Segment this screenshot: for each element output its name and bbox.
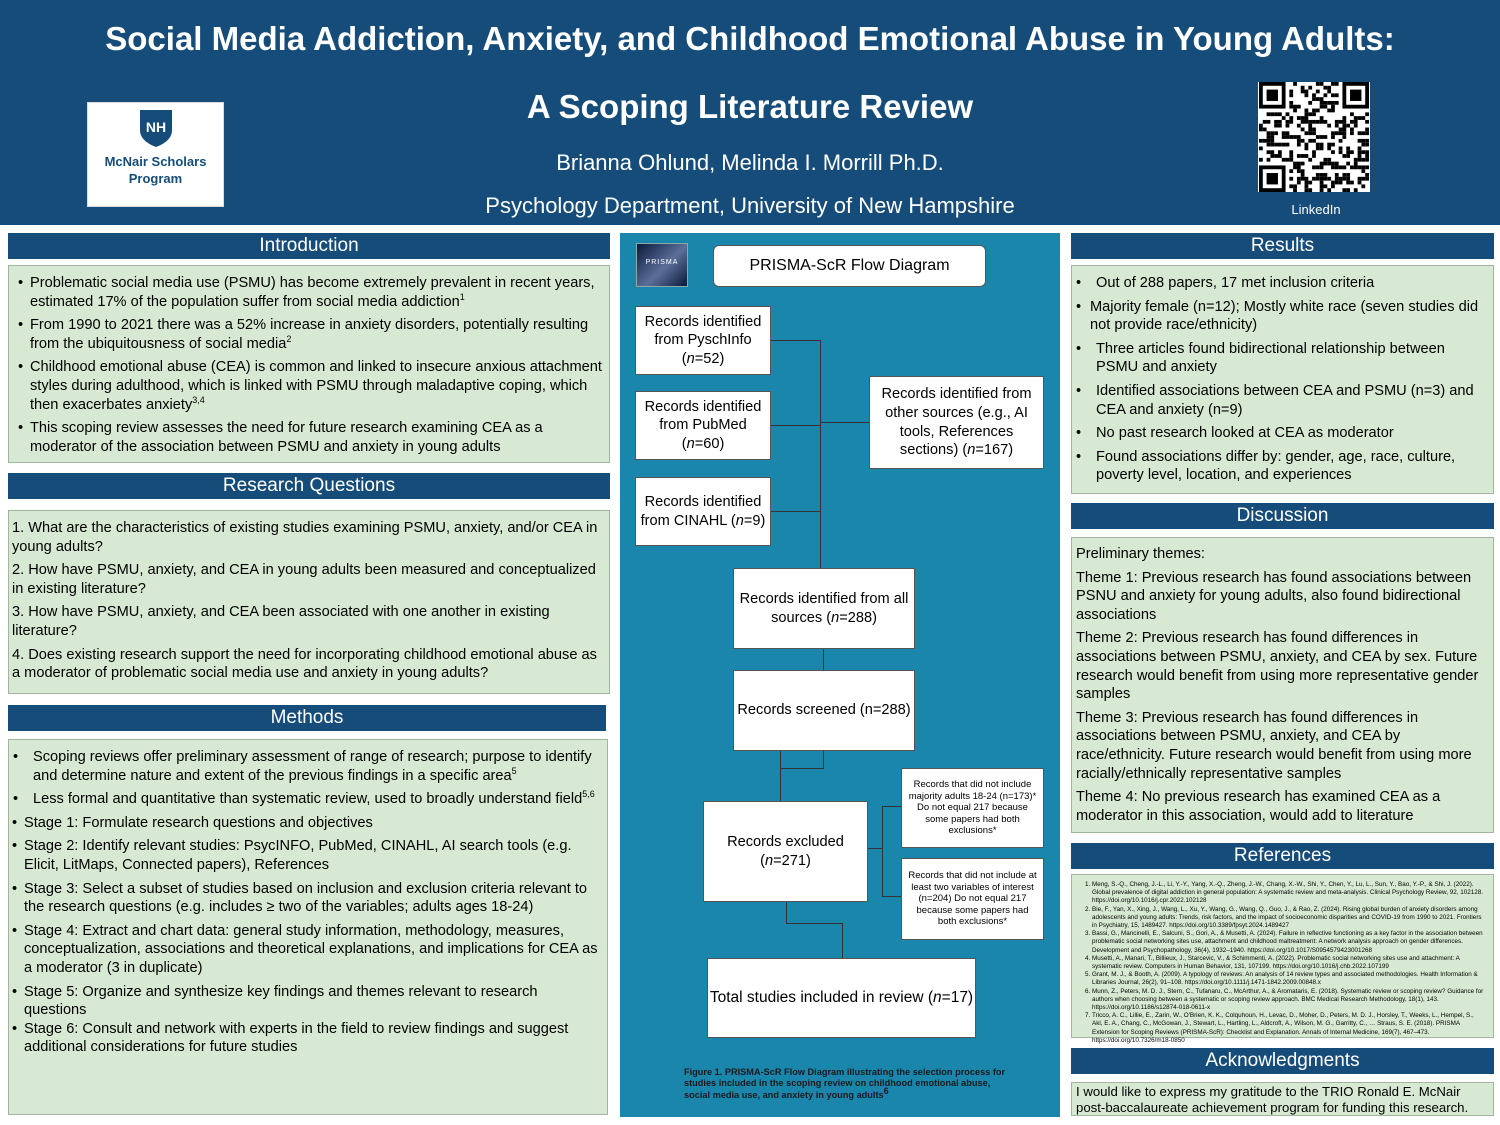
- flow-all-sources-box: Records identified from all sources (n=288): [733, 568, 915, 649]
- connector: [771, 511, 820, 512]
- connector: [820, 340, 821, 568]
- results-item: • Three articles found bidirectional relationship between PSMU and anxiety: [1072, 340, 1487, 377]
- mcnair-logo: [87, 102, 224, 207]
- references-heading: References: [1071, 843, 1494, 869]
- connector: [786, 902, 787, 924]
- flow-excluded-box: Records excluded (n=271): [703, 801, 868, 902]
- research-question: 4. Does existing research support the need for incorporating childhood emotional abuse as a moderator of problematic social media use and anxiety in young adults?: [12, 646, 597, 682]
- research-questions-heading: Research Questions: [8, 473, 610, 499]
- results-item: • Majority female (n=12); Mostly white race (seven studies did not provide race/ethnicity): [1072, 298, 1487, 335]
- connector: [771, 425, 820, 426]
- results-item: • Identified associations between CEA and PSMU (n=3) and CEA and anxiety (n=9): [1072, 382, 1487, 419]
- acknowledgments-text: I would like to express my gratitude to the TRIO Ronald E. McNair post-baccalaureate achievement program for funding this research.: [1076, 1084, 1469, 1115]
- discussion-item: Theme 2: Previous research has found differences in associations between PSMU, anxiety, and CEA by sex. Future research would benefit from using more representative gender samples: [1076, 630, 1479, 703]
- connector: [842, 923, 843, 958]
- connector: [780, 750, 781, 801]
- reference-item: 1. Meng, S.-Q., Cheng, J.-L., Li, Y.-Y., Yang, X.-Q., Zheng, J.-W., Chang, X.-W., Shi, Y., Chen, Y., Lu, L., Sun, Y., Bao, Y.-P., & Shi, J. (2022). Global prevalence of digital addiction in general population: A systematic review and meta-analysis. Clinical Psychology Review, 92, 102128. https://doi.org/10.1016/j.cpr.2022.102128: [1092, 881, 1485, 906]
- reference-item: 3. Bassi, G., Mancinelli, E., Salcuni, S., Gori, A., & Musetti, A. (2024). Failure in reflective functioning as a key factor in the association between problematic social networking sites use, attachment and childhood maltreatment: A network analysis approach on gender differences. Development and Psychopathology, 36(4), 1932–1940. https://doi.org/10.1017/S0954579423001268: [1092, 930, 1485, 955]
- flow-psychinfo-box: Records identified from PyschInfo (n=52): [635, 306, 771, 375]
- poster-title-line2: A Scoping Literature Review: [526, 88, 974, 125]
- results-box: [1071, 265, 1494, 494]
- methods-item: • Less formal and quantitative than systematic review, used to broadly understand field$^{5,6}$: [9, 790, 601, 809]
- connector: [780, 768, 823, 769]
- qr-code-icon[interactable]: [1258, 82, 1370, 192]
- intro-item: • From 1990 to 2021 there was a 52% increase in anxiety disorders, potentially resulting from the ubiquitousness of social media$^2$: [15, 316, 603, 353]
- methods-stage: • Stage 1: Formulate research questions and objectives: [9, 814, 601, 833]
- discussion-item: Preliminary themes:: [1076, 546, 1205, 562]
- flow-exclusion-variables-box: Records that did not include at least two variables of interest (n=204) Do not equal 217 because some papers had both exclusions*: [901, 858, 1044, 940]
- connector: [823, 649, 824, 670]
- methods-stage: • Stage 6: Consult and network with experts in the field to review findings and suggest additional considerations for future studies: [9, 1020, 601, 1057]
- introduction-box: [8, 265, 610, 463]
- research-question: 3. How have PSMU, anxiety, and CEA been associated with one another in existing literature?: [12, 604, 550, 639]
- reference-item: 5. Grant, M. J., & Booth, A. (2009). A typology of reviews: An analysis of 14 review types and associated methodologies. Health Information & Libraries Journal, 26(2), 91–108. https://doi.org/10.1111/j.1471-1842.2009.00848.x: [1092, 971, 1485, 987]
- methods-stage: • Stage 5: Organize and synthesize key findings and themes relevant to research questions: [9, 983, 601, 1020]
- intro-item: • Problematic social media use (PSMU) has become extremely prevalent in recent years, estimated 17% of the population suffer from social media addiction$^1$: [15, 274, 603, 311]
- logo-line1: McNair Scholars: [104, 154, 207, 169]
- connector: [820, 422, 869, 423]
- figure-caption: Figure 1. PRISMA-ScR Flow Diagram illustrating the selection process for studies included in the scoping review on childhood emotional abuse, social media use, and anxiety in young adults$^6$: [684, 1067, 1006, 1100]
- methods-heading: Methods: [8, 705, 606, 731]
- methods-stage: • Stage 3: Select a subset of studies based on inclusion and exclusion criteria relevant to the research questions (e.g. includes ≥ two of the variables; adults ages 18-24): [9, 880, 601, 917]
- connector: [882, 896, 901, 897]
- authors: Brianna Ohlund, Melinda I. Morrill Ph.D.: [556, 150, 944, 175]
- results-heading: Results: [1071, 233, 1494, 259]
- acknowledgments-box: [1071, 1082, 1494, 1116]
- logo-line2: Program: [128, 171, 183, 186]
- prisma-logo: PRISMA: [636, 243, 688, 287]
- flow-pubmed-box: Records identified from PubMed (n=60): [635, 391, 771, 460]
- reference-item: 7. Tricco, A. C., Lillie, E., Zarin, W., O'Brien, K. K., Colquhoun, H., Levac, D., Moher, D., Peters, M. D. J., Horsley, T., Weeks, L., Hempel, S., Akl, E. A., Chang, C., McGowan, J., Stewart, L., Hartling, L., Aldcroft, A., Wilson, M. G., Garritty, C., … Straus, S. E. (2018). PRISMA Extension for Scoping Reviews (PRISMA-ScR): Checklist and Explanation. Annals of Internal Medicine, 169(7), 467–473. https://doi.org/10.7326/m18-0850: [1092, 1012, 1485, 1045]
- introduction-heading: Introduction: [8, 233, 610, 259]
- methods-stage: • Stage 2: Identify relevant studies: PsycINFO, PubMed, CINAHL, AI search tools (e.g. Elicit, LitMaps, Connected papers), References: [9, 837, 601, 874]
- discussion-box: [1071, 537, 1494, 833]
- references-box: [1071, 874, 1494, 1044]
- department: Psychology Department, University of New Hampshire: [485, 193, 1015, 218]
- flow-cinahl-box: Records identified from CINAHL (n=9): [635, 477, 771, 546]
- connector: [771, 340, 820, 341]
- connector: [867, 848, 882, 849]
- discussion-item: Theme 3: Previous research has found differences in associations between PSMU, anxiety, and CEA by race/ethnicity. Future research would benefit from using more racially/ethnically representative samples: [1076, 709, 1472, 782]
- flow-screened-box: Records screened (n=288): [733, 670, 915, 751]
- poster-header: [0, 0, 1500, 225]
- poster-title-line1: Social Media Addiction, Anxiety, and Childhood Emotional Abuse in Young Adults:: [105, 20, 1395, 57]
- discussion-item: Theme 4: No previous research has examined CEA as a moderator in this association, would add to literature: [1076, 789, 1441, 824]
- discussion-item: Theme 1: Previous research has found associations between PSNU and anxiety for young adults, also found bidirectional associations: [1076, 569, 1472, 623]
- research-question: 2. How have PSMU, anxiety, and CEA in young adults been measured and conceptualized in existing literature?: [12, 562, 596, 597]
- results-item: • Found associations differ by: gender, age, race, culture, poverty level, location, and experiences: [1072, 448, 1487, 485]
- discussion-heading: Discussion: [1071, 503, 1494, 529]
- research-question: 1. What are the characteristics of existing studies examining PSMU, anxiety, and/or CEA in young adults?: [12, 520, 598, 555]
- methods-item: • Scoping reviews offer preliminary assessment of range of research; purpose to identify and determine nature and extent of the previous findings in a specific area$^5$: [9, 748, 601, 785]
- intro-item: • This scoping review assesses the need for future research examining CEA as a moderator of the association between PSMU and anxiety in young adults: [15, 419, 603, 456]
- methods-box: [8, 739, 608, 1115]
- flow-other-sources-box: Records identified from other sources (e.g., AI tools, References sections) (n=167): [869, 376, 1044, 469]
- connector: [823, 750, 824, 769]
- reference-item: 4. Musetti, A., Manari, T., Billieux, J., Starcevic, V., & Schimmenti, A. (2022). Problematic social networking sites use and attachment: A systematic review. Computers in Human Behavior, 131, 107199. https://doi.org/10.1016/j.chb.2022.107199: [1092, 955, 1485, 971]
- reference-item: 2. Bie, F., Yan, X., Xing, J., Wang, L., Xu, Y., Wang, G., Wang, Q., Guo, J., & Rao, Z. (2024). Rising global burden of anxiety disorders among adolescents and young adults: Trends, risk factors, and the impact of socioeconomic disparities and COVID-19 from 1990 to 2021. Frontiers in Psychiatry, 15, 1489427. https://doi.org/10.3389/fpsyt.2024.1489427: [1092, 906, 1485, 931]
- flow-exclusion-age-box: Records that did not include majority adults 18-24 (n=173)* Do not equal 217 because some papers had both exclusions*: [901, 768, 1044, 848]
- flow-total-box: Total studies included in review (n=17): [707, 958, 976, 1038]
- results-item: • No past research looked at CEA as moderator: [1072, 424, 1487, 443]
- connector: [882, 806, 883, 896]
- methods-stage: • Stage 4: Extract and chart data: general study information, methodology, measures, conceptualization, associations and theoretical explanations, and implications for CEA as a moderator (3 in duplicate): [9, 922, 601, 978]
- intro-item: • Childhood emotional abuse (CEA) is common and linked to insecure anxious attachment styles during adulthood, which is linked with PSMU through maladaptive coping, which then exacerbates anxiety$^{3,4}$: [15, 358, 603, 414]
- results-item: • Out of 288 papers, 17 met inclusion criteria: [1072, 274, 1487, 293]
- acknowledgments-heading: Acknowledgments: [1071, 1048, 1494, 1074]
- reference-item: 6. Munn, Z., Peters, M. D. J., Stern, C., Tufanaru, C., McArthur, A., & Aromataris, E. (2018). Systematic review or scoping review? Guidance for authors when choosing between a systematic or scoping review approach. BMC Medical Research Methodology, 18(1), 143. https://doi.org/10.1186/s12874-018-0611-x: [1092, 988, 1485, 1013]
- flow-title: PRISMA-ScR Flow Diagram: [713, 245, 986, 287]
- connector: [786, 923, 843, 924]
- unh-shield-icon: [138, 108, 174, 148]
- qr-label: LinkedIn: [1291, 202, 1341, 217]
- connector: [882, 806, 901, 807]
- research-questions-box: [8, 510, 610, 694]
- svg-text:NH: NH: [145, 119, 166, 135]
